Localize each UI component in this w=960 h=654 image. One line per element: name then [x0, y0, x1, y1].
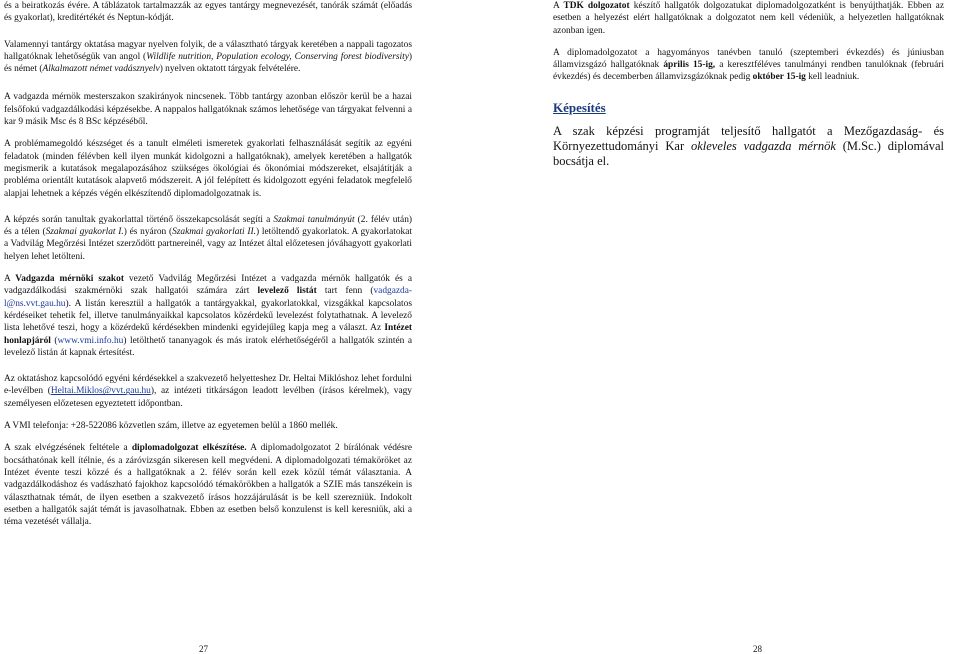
- institute-website-link[interactable]: www.vmi.info.hu: [57, 335, 124, 346]
- page-number-right: 28: [753, 644, 762, 654]
- paragraph-intro-tables: és a beiratkozás évére. A táblázatok tartalmazzák az egyes tantárgy megnevezését, tanórák számát (előadás és gyakorlat), kreditértékét és Neptun-kódját.: [4, 1, 412, 24]
- paragraph-qualification: A szak képzési programját teljesítő hallgatót a Mezőgazdaság- és Környezettudományi Kar okleveles vadgazda mérnök (M.Sc.) diplomával bocsátja el.: [553, 123, 945, 168]
- paragraph-phone: A VMI telefonja: +28-522086 közvetlen szám, illetve az egyetemen belül a 1860 mellék.: [4, 421, 338, 432]
- paragraph-problem-solving: A problémamegoldó készséget és a tanult elméleti ismeretek gyakorlati felhasználását segítik az egyéni feladatok (minden félévben kell ilyen munkát kidolgozni a hallgatóknak), amelyek keretében a hallgatók megismerik a kutatások megalapozásához szükséges ökológiai és ökonómiai módszereket, elsajátítják a probléma orientált kutatások alapvető módszereit. A jól felépített és kidolgozott egyéni feladatok megfelelő alapjai lehetnek a képzés végén elkészítendő diplomadolgozatnak is.: [4, 139, 412, 199]
- paragraph-mailing-list: A Vadgazda mérnöki szakot vezető Vadvilág Megőrzési Intézet a vadgazda mérnök hallgatók és a vadgazdálkodási szakmérnöki szak hallgatói számára zárt levelező listát tart fenn (vadgazda-l@ns.vvt.gau.hu). A listán keresztül a hallgatók a tantárgyakkal, gyakorlatokkal, vizsgákkal kapcsolatos kérdéseiket tehetik fel, illetve tanulmányaikkal kapcsolatos közérdekű levelezést folytathatnak. A levelező lista lehetővé teszi, hogy a közérdekű kérdésekben mindenki egyidejűleg kapja meg a választ. Az Intézet honlapjáról (www.vmi.info.hu) letölthető tananyagok és más iratok elérhetőségéről a hallgatók szintén a levelező listán át kapnak értesítést.: [4, 274, 413, 358]
- section-heading-qualification: Képesítés: [553, 99, 606, 115]
- paragraph-thesis: A szak elvégzésének feltétele a diplomadolgozat elkészítése. A diplomadolgozatot 2 bírálónak védésre bocsáthatónak kell ítélnie, és a záróvizsgán sikeresen kell megvédeni. A diplomadolgozati témaköröket az Intézet évente teszi közzé és a hallgatóknak a 2. félév során kell ezek közül témát választania. A vadgazdálkodáshoz és vadászható fajokhoz kapcsolódó témakörökben a hallgatók a SZIE más tanszékein is választhatnak témát, de ilyen esetben a szakvezető írásos hozzájárulását is be kell szerezniük. Indokolt esetben a hallgatók saját témát is javasolhatnak. Ebben az esetben belső konzulenst is kell keresniük, aki a téma vezetését vállalja.: [4, 443, 412, 528]
- paragraph-tdk: A TDK dolgozatot készítő hallgatók dolgozatukat diplomadolgozatként is benyújthatják. Ebben az esetben a helyezést elért hallgatóknak a dolgozatot nem kell védeniük, a helyezetlen hallgatóknak azonban igen.: [553, 1, 944, 36]
- contact-email-link[interactable]: Heltai.Miklos@vvt.gau.hu: [50, 386, 151, 397]
- paragraph-practice: A képzés során tanultak gyakorlattal történő összekapcsolását segíti a Szakmai tanulmányút (2. félév után) és a télen (Szakmai gyakorlat I.) és nyáron (Szakmai gyakorlati II.) letöltendő gyakorlatok. A gyakorlatokat a Vadvilág Megőrzési Intézet szerződött partnereinél, vagy az Intézet által előzetesen jóváhagyott gyakorlati helyen lehet letölteni.: [4, 214, 413, 262]
- paragraph-contact: Az oktatáshoz kapcsolódó egyéni kérdésekkel a szakvezető helyetteshez Dr. Heltai Miklóshoz lehet fordulni e-levélben (Heltai.Miklos@vvt.gau.hu), az intézeti titkárságon leadott levélben (írásos kérelmek), vagy személyesen előzetesen egyeztetett időpontban.: [4, 374, 412, 409]
- paragraph-languages: Valamennyi tantárgy oktatása magyar nyelven folyik, de a választható tárgyak keretében a nappali tagozatos hallgatóknak lehetőségük van angol (Wildlife nutrition, Population ecology, Conserving forest biodiversity) és német (Alkalmazott német vadásznyelv) nyelven oktatott tárgyak felvételére.: [4, 39, 413, 75]
- left-page: [4, 0, 412, 538]
- mailing-list-email-link[interactable]: vadgazda-l@ns.vvt.gau.hu: [4, 286, 412, 309]
- paragraph-deadlines: A diplomadolgozatot a hagyományos tanévben tanuló (szeptemberi évkezdés) és júniusban államvizsgázó hallgatóknak április 15-ig, a keresztféléves tanulmányi rendben tanulóknak (februári évkezdés) és decemberben államvizsgázóknak pedig október 15-ig kell leadniuk.: [553, 47, 944, 83]
- paragraph-specializations: A vadgazda mérnök mesterszakon szakirányok nincsenek. Több tantárgy azonban először kerül be a hazai felsőfokú vadgazdálkodási képzésekbe. A nappalos hallgatóknak számos lehetősége van tárgyakat felvenni a kar 9 másik Msc és 8 BSc képzéséből.: [4, 92, 412, 128]
- page-number-left: 27: [199, 644, 208, 654]
- right-page: [553, 0, 944, 179]
